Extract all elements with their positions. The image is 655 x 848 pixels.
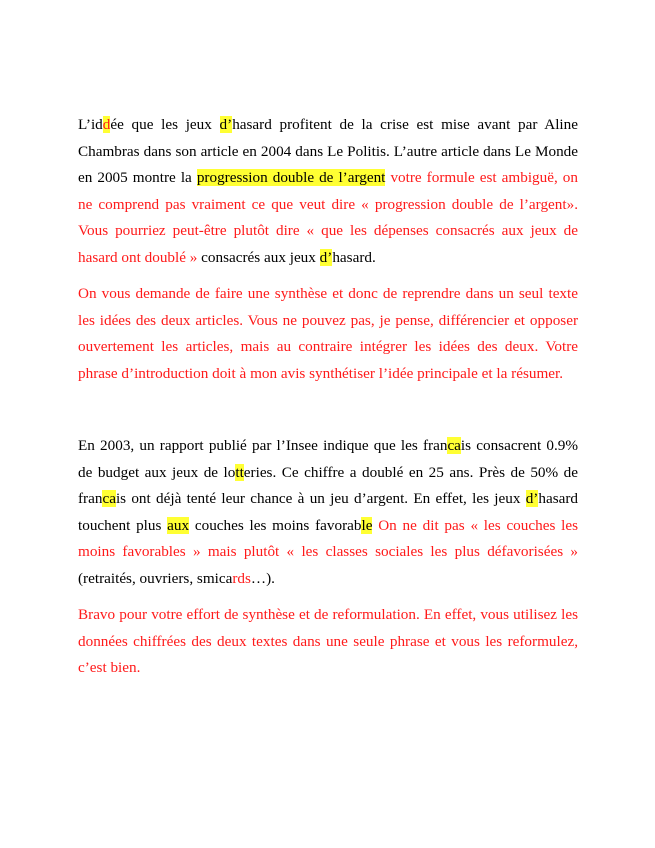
highlight-mark: d’ [525,490,539,507]
paragraph-1 [78,112,578,271]
text-run: eries. Ce chiffre a doublé en 25 ans. Près de 50% de fran [78,463,578,507]
teacher-comment: votre formule est ambiguë, on ne comprend pas vraiment ce que veut dire « progression double de l’argent». Vous pourriez peut-être plutôt dire « que les dépenses consacrés aux jeux de hasard ont doublé » [78,169,578,266]
text-run: (retraités, ouvriers, smica [78,569,233,587]
highlight-mark: d’ [319,248,333,266]
document-page [78,112,578,682]
highlight-mark: tt [235,463,244,481]
highlight-mark: le [361,516,373,534]
teacher-comment: On ne dit pas « les couches les moins favorables » mais plutôt « les classes sociales les plus défavorisées » [78,516,578,560]
highlight-mark: progression double de l’argent [196,169,386,186]
highlight-correction: d [102,116,111,133]
teacher-comment-paragraph: Bravo pour votre effort de synthèse et de reformulation. En effet, vous utilisez les données chiffrées des deux textes dans une seule phrase et vous les reformulez, c’est bien. [78,606,578,676]
text-run: …). [250,569,275,587]
text-run: hasard profitent de la crise est mise avant par Aline Chambras dans son article en 2004 dans Le Politis. L’autre article dans Le Monde en 2005 montre la [78,116,578,186]
text-run: consacrés aux jeux [197,248,320,266]
highlight-mark: aux [167,516,190,534]
correction-mark: rds [232,569,251,587]
text-run: is consacrent 0.9% de budget aux jeux de lo [78,437,578,481]
text-run: En 2003, un rapport publié par l’Insee indique que les fran [78,437,448,454]
teacher-comment-paragraph: On vous demande de faire une synthèse et donc de reprendre dans un seul texte les idées des deux articles. Vous ne pouvez pas, je pense, différencier et opposer ouvertement les articles, mais au contraire intégrer les idées des deux. Votre phrase d’introduction doit à mon avis synthétiser l’idée principale et la résumer. [78,285,578,382]
text-run: couches les moins favorab [189,516,362,534]
text-run: is ont déjà tenté leur chance à un jeu d’argent. En effet, les jeux [115,490,526,507]
text-run: hasard touchent plus [78,490,578,534]
text-run: L’id [78,116,103,133]
text-run: ée que les jeux [110,116,220,133]
highlight-mark: ca [447,437,461,454]
highlight-mark: ca [102,490,116,507]
text-run: hasard. [332,248,376,266]
paragraph-2 [78,433,578,592]
highlight-mark: d’ [219,116,233,133]
